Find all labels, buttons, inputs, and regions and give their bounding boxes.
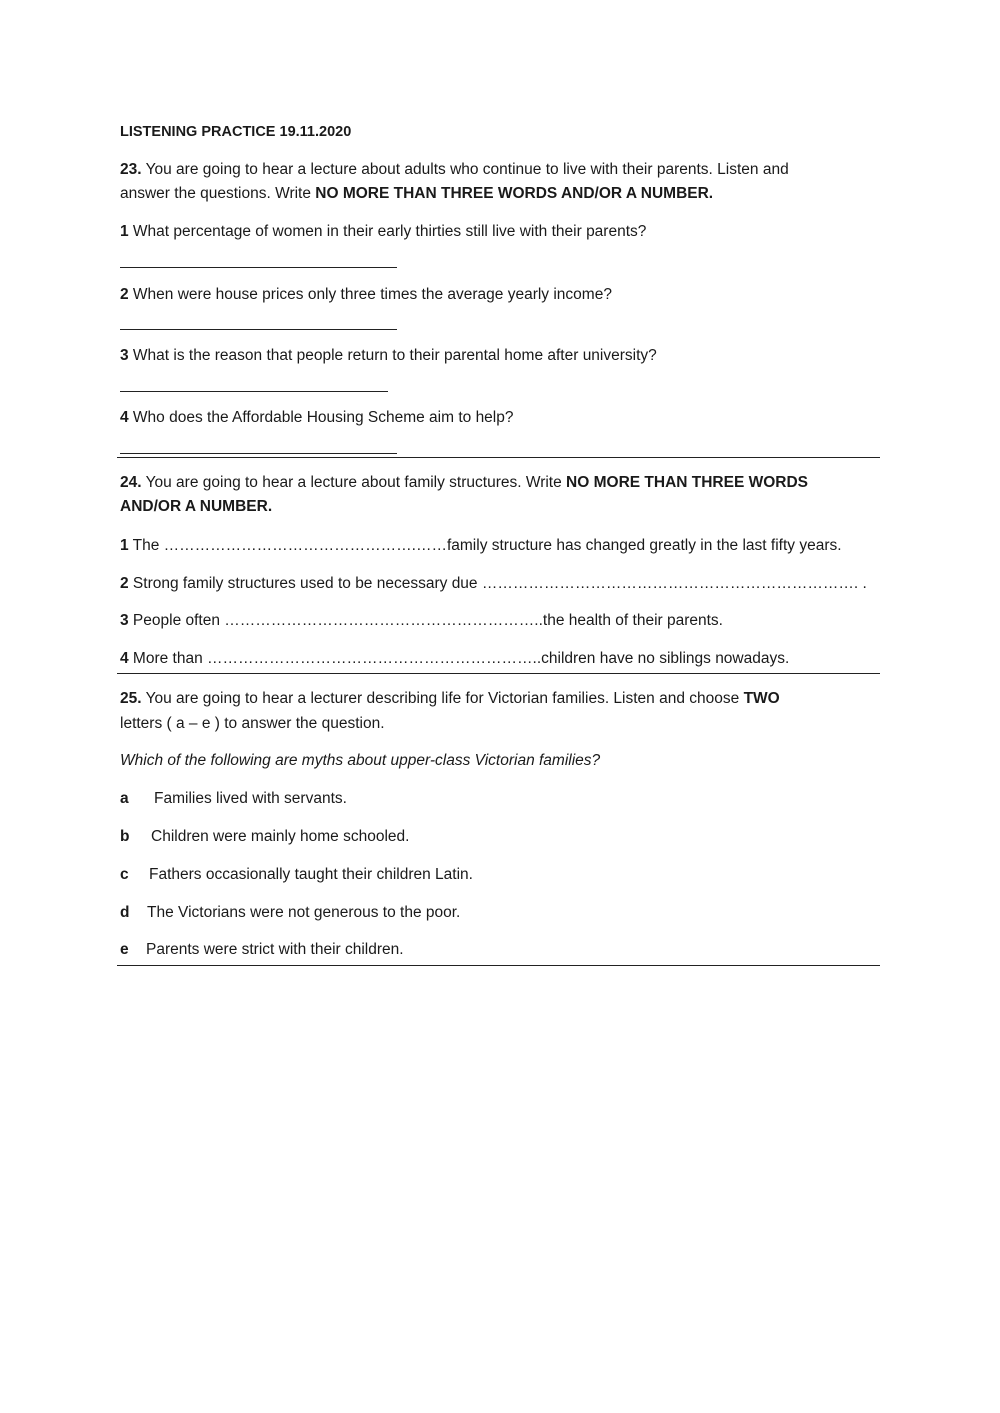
answer-blank-3[interactable] (120, 378, 388, 398)
q23-item-4: 4 Who does the Affordable Housing Scheme aim to help? (120, 409, 514, 426)
q23-item-3: 3 What is the reason that people return to their parental home after university? (120, 347, 657, 364)
option-a[interactable]: a Families lived with servants. (120, 790, 347, 807)
q23-item-1: 1 What percentage of women in their early thirties still live with their parents? (120, 223, 647, 240)
option-b[interactable]: b Children were mainly home schooled. (120, 828, 410, 845)
q24-intro-line1: 24. You are going to hear a lecture about family structures. Write NO MORE THAN THREE WORDS (120, 474, 809, 491)
option-d[interactable]: d The Victorians were not generous to the poor. (120, 904, 461, 921)
q24-item-3: 3 People often ……………………………………………………..the health of their parents. (120, 612, 723, 629)
q25-question: Which of the following are myths about upper-class Victorian families? (120, 752, 601, 769)
section-divider (117, 457, 880, 458)
q24-item-1: 1 The ………………………………………….……family structure has changed greatly in the last fifty years. (120, 537, 842, 554)
answer-blank-1[interactable] (120, 254, 397, 274)
q23-intro-line2: answer the questions. Write NO MORE THAN THREE WORDS AND/OR A NUMBER. (120, 185, 714, 202)
page-title: LISTENING PRACTICE 19.11.2020 (120, 124, 352, 140)
q25-intro-line2: letters ( a – e ) to answer the question. (120, 715, 385, 732)
section-divider (117, 965, 880, 966)
q24-item-2: 2 Strong family structures used to be necessary due ………………………………………………………………. . (120, 575, 867, 592)
q25-intro-line1: 25. You are going to hear a lecturer describing life for Victorian families. Listen and choose TWO (120, 690, 780, 707)
answer-blank-2[interactable] (120, 316, 397, 336)
option-c[interactable]: c Fathers occasionally taught their children Latin. (120, 866, 473, 883)
q24-item-4: 4 More than ………………………………………………………..children have no siblings nowadays. (120, 650, 790, 667)
q24-intro-line2: AND/OR A NUMBER. (120, 498, 273, 515)
q23-item-2: 2 When were house prices only three times the average yearly income? (120, 286, 612, 303)
q23-intro-line1: 23. You are going to hear a lecture about adults who continue to live with their parents. Listen and (120, 161, 789, 178)
option-e[interactable]: e Parents were strict with their children. (120, 941, 404, 958)
section-divider (117, 673, 880, 674)
